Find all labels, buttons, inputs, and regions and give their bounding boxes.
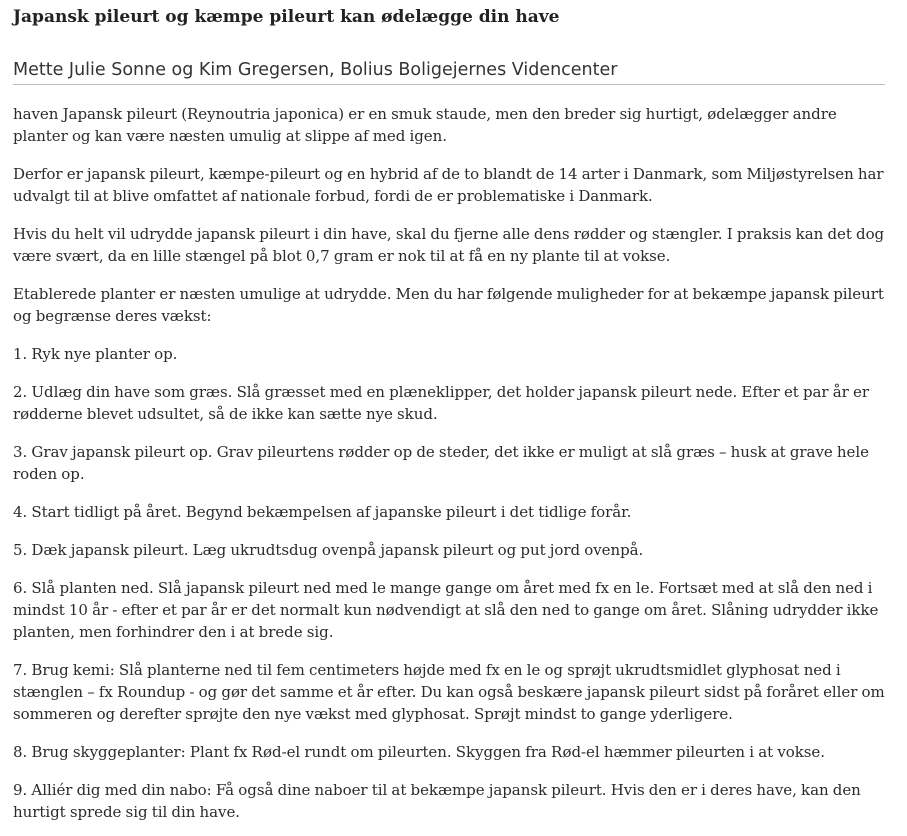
list-item: 8. Brug skyggeplanter: Plant fx Rød-el rundt om pileurten. Skyggen fra Rød-el hæmmer pileurten i at vokse. — [13, 743, 825, 761]
article-body — [13, 103, 885, 823]
options-intro-paragraph: Etablerede planter er næsten umulige at udrydde. Men du har følgende muligheder for at bekæmpe japansk pileurt og begrænse deres vækst: — [13, 285, 884, 325]
list-item: 3. Grav japansk pileurt op. Grav pileurtens rødder op de steder, det ikke er muligt at slå græs – husk at grave hele roden op. — [13, 443, 869, 483]
ban-paragraph: Derfor er japansk pileurt, kæmpe-pileurt og en hybrid af de to blandt de 14 arter i Danmark, som Miljøstyrelsen har udvalgt til at blive omfattet af nationale forbud, fordi de er problematiske i Danmark. — [13, 165, 884, 205]
list-item: 6. Slå planten ned. Slå japansk pileurt ned med le mange gange om året med fx en le. Fortsæt med at slå den ned i mindst 10 år - efter et par år er det normalt kun nødvendigt at slå den ned to gange om året. Slåning udrydder ikke planten, men forhindrer den i at brede sig. — [13, 579, 879, 641]
article-title: Japansk pileurt og kæmpe pileurt kan ødelægge din have — [13, 7, 560, 27]
article-byline: Mette Julie Sonne og Kim Gregersen, Bolius Boligejernes Videncenter — [13, 58, 885, 85]
list-item: 2. Udlæg din have som græs. Slå græsset med en plæneklipper, det holder japansk pileurt nede. Efter et par år er rødderne blevet udsultet, så de ikke kan sætte nye skud. — [13, 383, 869, 423]
list-item: 5. Dæk japansk pileurt. Læg ukrudtsdug ovenpå japansk pileurt og put jord ovenpå. — [13, 541, 644, 559]
list-item: 4. Start tidligt på året. Begynd bekæmpelsen af japanske pileurt i det tidlige forår. — [13, 503, 632, 521]
list-item: 9. Alliér dig med din nabo: Få også dine naboer til at bekæmpe japansk pileurt. Hvis den er i deres have, kan den hurtigt sprede sig til din have. — [13, 781, 861, 821]
removal-paragraph: Hvis du helt vil udrydde japansk pileurt i din have, skal du fjerne alle dens rødder og stængler. I praksis kan det dog være svært, da en lille stængel på blot 0,7 gram er nok til at få en ny plante til at vokse. — [13, 225, 885, 265]
list-item: 1. Ryk nye planter op. — [13, 345, 178, 363]
list-item: 7. Brug kemi: Slå planterne ned til fem centimeters højde med fx en le og sprøjt ukrudtsmidlet glyphosat ned i stænglen – fx Roundup - og gør det samme et år efter. Du kan også beskære japansk pileurt sidst på foråret eller om sommeren og derefter sprøjte den nye vækst med glyphosat. Sprøjt mindst to gange yderligere. — [13, 661, 885, 723]
intro-paragraph: haven Japansk pileurt (Reynoutria japonica) er en smuk staude, men den breder sig hurtigt, ødelægger andre planter og kan være næsten umulig at slippe af med igen. — [13, 105, 837, 145]
